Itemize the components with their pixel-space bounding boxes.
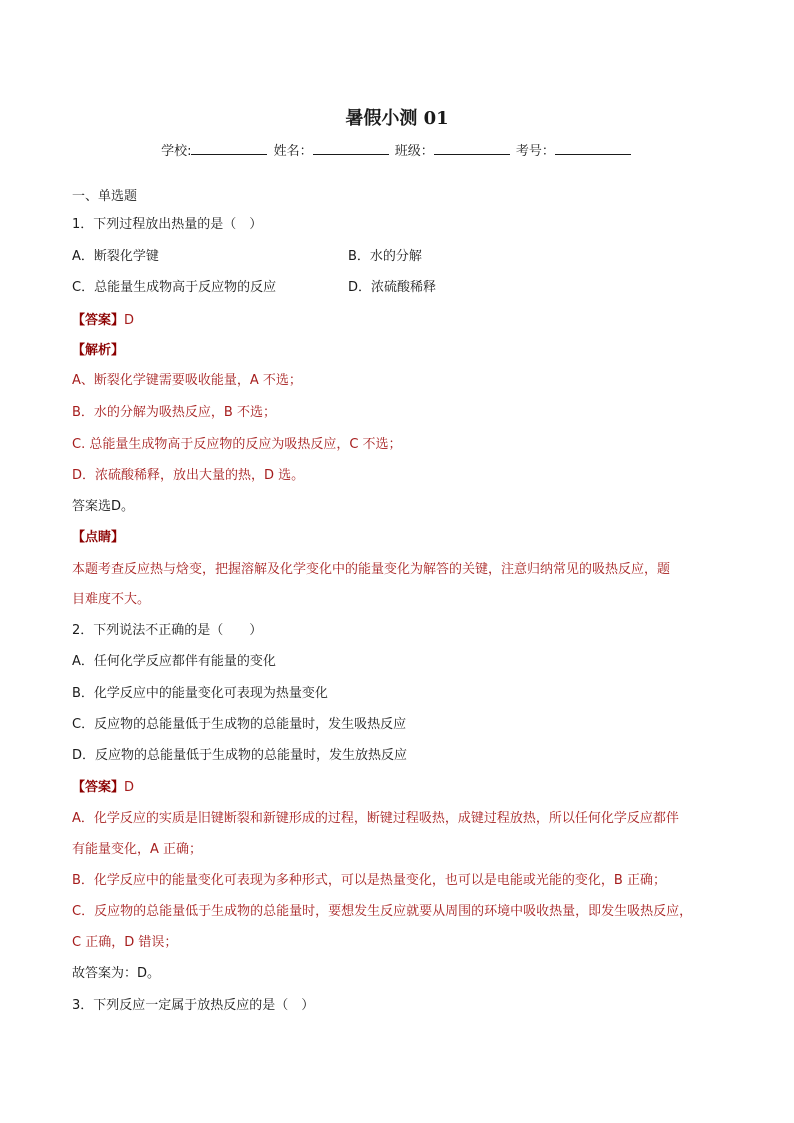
page-title: 暑假小测 01	[345, 108, 449, 129]
q2-analysis-line-3: B．化学反应中的能量变化可表现为多种形式，可以是热量变化，也可以是电能或光能的变化，B 正确；	[72, 873, 666, 888]
student-info-line	[0, 140, 794, 159]
q1-analysis-tag: 【解析】	[72, 343, 125, 358]
q1-answer-tag: 【答案】	[72, 313, 125, 328]
q1-stem: 1．下列过程放出热量的是（ ）	[72, 217, 263, 232]
name-blank	[313, 142, 389, 155]
q1-analysis-b: B．水的分解为吸热反应，B 不选；	[72, 405, 276, 420]
number-blank	[555, 142, 631, 155]
q2-option-a: A．任何化学反应都伴有能量的变化	[72, 654, 276, 669]
name-label: 姓名：	[273, 144, 313, 159]
q2-analysis-line-4: C．反应物的总能量低于生成物的总能量时，要想发生反应就要从周围的环境中吸收热量，即发生吸热反应，	[72, 904, 693, 919]
q2-analysis-line-1: A．化学反应的实质是旧键断裂和新键形成的过程，断键过程吸热，成键过程放热，所以任何化学反应都伴	[72, 811, 679, 826]
q1-answer-value: D	[124, 313, 135, 328]
q2-answer-tag: 【答案】	[72, 780, 125, 795]
q1-comment-line-2: 目难度不大。	[72, 592, 151, 607]
q1-analysis-d: D．浓硫酸稀释，放出大量的热，D 选。	[72, 468, 305, 483]
q2-conclusion: 故答案为：D。	[72, 966, 161, 981]
q1-option-a: A．断裂化学键	[72, 249, 159, 264]
q1-analysis-c: C. 总能量生成物高于反应物的反应为吸热反应，C 不选；	[72, 437, 402, 452]
q1-comment-line-1: 本题考查反应热与焓变，把握溶解及化学变化中的能量变化为解答的关键，注意归纳常见的吸热反应，题	[72, 562, 671, 577]
q1-option-d: D．浓硫酸稀释	[348, 280, 437, 295]
number-label: 考号：	[515, 144, 555, 159]
school-blank	[191, 142, 267, 155]
q2-option-b: B．化学反应中的能量变化可表现为热量变化	[72, 686, 328, 701]
class-label: 班级：	[394, 144, 434, 159]
q2-analysis-line-5: C 正确，D 错误；	[72, 935, 178, 950]
q2-answer-value: D	[124, 780, 135, 795]
school-label: 学校:	[161, 144, 192, 159]
q2-analysis-line-2: 有能量变化，A 正确；	[72, 842, 203, 857]
q2-option-d: D．反应物的总能量低于生成物的总能量时，发生放热反应	[72, 748, 408, 763]
q1-option-c: C．总能量生成物高于反应物的反应	[72, 280, 277, 295]
q3-stem: 3．下列反应一定属于放热反应的是（ ）	[72, 998, 315, 1013]
q1-option-b: B．水的分解	[348, 249, 422, 264]
q1-answer	[72, 311, 134, 331]
section-heading: 一、单选题	[72, 189, 138, 204]
q1-conclusion: 答案选D。	[72, 499, 135, 514]
q2-option-c: C．反应物的总能量低于生成物的总能量时，发生吸热反应	[72, 717, 407, 732]
class-blank	[434, 142, 510, 155]
q2-answer	[72, 778, 134, 798]
q1-comment-tag: 【点睛】	[72, 530, 125, 545]
q1-analysis-a: A、断裂化学键需要吸收能量，A 不选；	[72, 373, 302, 388]
q2-stem: 2．下列说法不正确的是（ ）	[72, 623, 263, 638]
